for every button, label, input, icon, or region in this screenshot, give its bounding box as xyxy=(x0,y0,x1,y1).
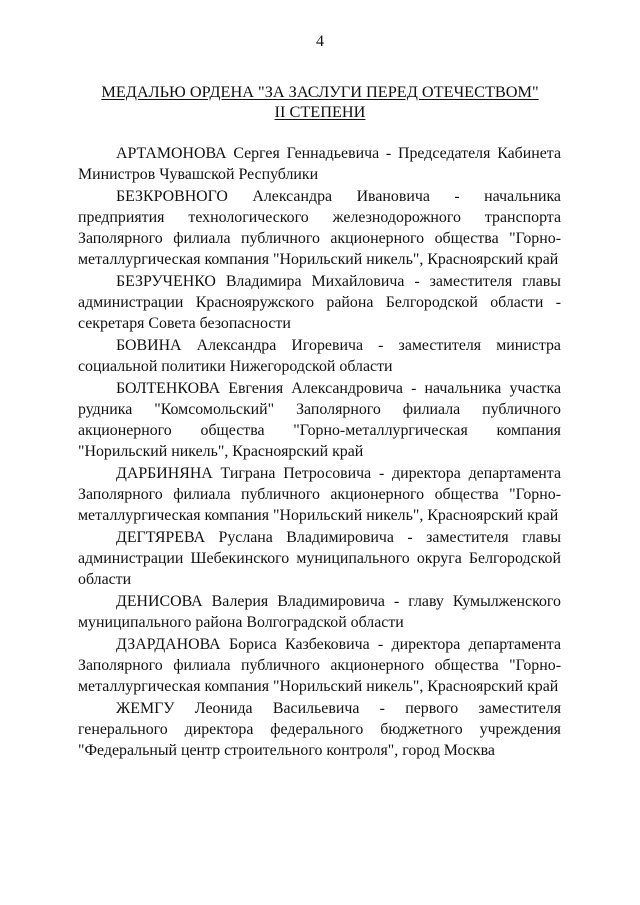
recipient-entry: БОЛТЕНКОВА Евгения Александровича - начальника участка рудника "Комсомольский" Заполярного филиала публичного акционерного общества "Горно-металлургическая компания "Норильский никель", Красноярский край xyxy=(78,379,561,461)
recipient-entry: ДЕНИСОВА Валерия Владимировича - главу Кумылженского муниципального района Волгоградской области xyxy=(78,593,561,632)
recipient-entry: ЖЕМГУ Леонида Васильевича - первого заместителя генерального директора федерального бюджетного учреждения "Федеральный центр строительного контроля", город Москва xyxy=(78,699,561,760)
recipient-entry: ДЕГТЯРЕВА Руслана Владимировича - заместителя главы администрации Шебекинского муниципального округа Белгородской области xyxy=(78,529,561,589)
award-heading-line-2: II СТЕПЕНИ xyxy=(274,102,366,121)
recipient-entry: ДЗАРДАНОВА Бориса Казбековича - директора департамента Заполярного филиала публичного акционерного общества "Горно-металлургическая компания "Норильский никель", Красноярский край xyxy=(78,635,561,696)
recipient-list xyxy=(78,143,561,762)
page-number: 4 xyxy=(316,33,324,50)
recipient-entry: АРТАМОНОВА Сергея Геннадьевича - Председателя Кабинета Министров Чувашской Республики xyxy=(78,145,561,184)
award-heading xyxy=(0,82,640,122)
recipient-entry: БОВИНА Александра Игоревича - заместителя министра социальной политики Нижегородской области xyxy=(78,337,561,376)
award-heading-line-1: МЕДАЛЬЮ ОРДЕНА "ЗА ЗАСЛУГИ ПЕРЕД ОТЕЧЕСТВОМ" xyxy=(101,82,539,101)
recipient-entry: ДАРБИНЯНА Тиграна Петросовича - директора департамента Заполярного филиала публичного акционерного общества "Горно-металлургическая компания "Норильский никель", Красноярский край xyxy=(78,465,561,525)
recipient-entry: БЕЗКРОВНОГО Александра Ивановича - начальника предприятия технологического железнодорожного транспорта Заполярного филиала публичного акционерного общества "Горно-металлургическая компания "Норильский никель", Красноярский край xyxy=(78,187,561,269)
recipient-entry: БЕЗРУЧЕНКО Владимира Михайловича - заместителя главы администрации Краснояружского района Белгородской области - секретаря Совета безопасности xyxy=(78,273,561,333)
